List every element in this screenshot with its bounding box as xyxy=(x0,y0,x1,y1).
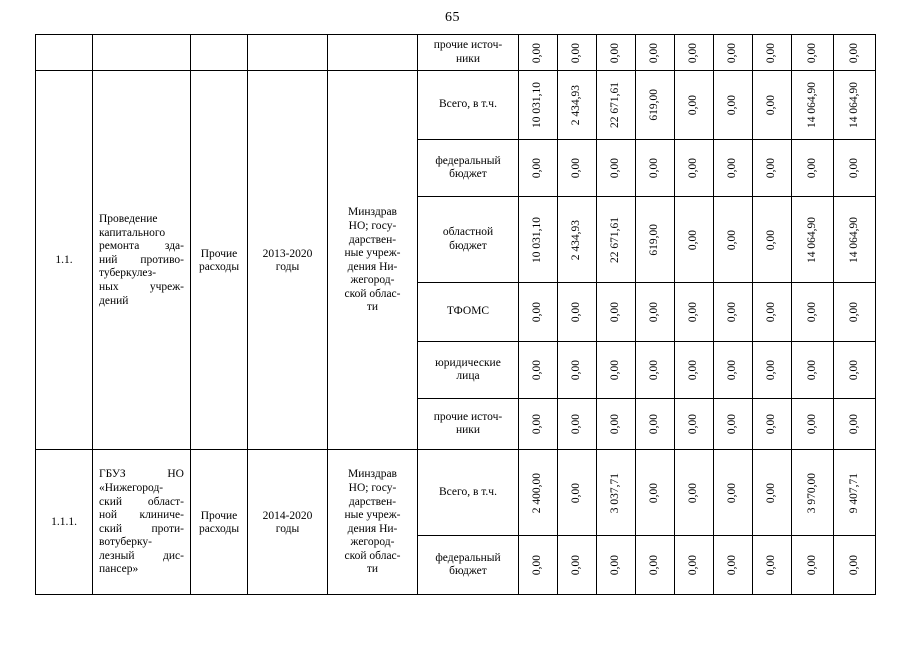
row-name-cell xyxy=(93,71,191,450)
value-cell: 0,00 xyxy=(519,399,558,450)
value-cell: 0,00 xyxy=(834,140,876,197)
value-cell: 0,00 xyxy=(597,140,636,197)
value-cell: 0,00 xyxy=(675,35,714,71)
row-years-cell xyxy=(248,71,328,450)
value-cell: 14 064,90 xyxy=(834,71,876,140)
source-label-cell: Всего, в т.ч. xyxy=(418,450,519,536)
row-type-cell xyxy=(191,35,248,71)
value-cell: 0,00 xyxy=(597,283,636,342)
value-cell: 22 671,61 xyxy=(597,71,636,140)
value-cell: 0,00 xyxy=(519,140,558,197)
budget-table xyxy=(35,34,876,595)
table-body xyxy=(36,35,876,595)
value-cell: 14 064,90 xyxy=(792,71,834,140)
value-cell: 0,00 xyxy=(714,197,753,283)
value-cell: 0,00 xyxy=(597,342,636,399)
value-cell: 0,00 xyxy=(675,450,714,536)
value-cell: 0,00 xyxy=(714,450,753,536)
row-executor-cell xyxy=(328,35,418,71)
row-years: 2014-2020 годы xyxy=(262,509,313,536)
value-cell: 0,00 xyxy=(753,283,792,342)
value-cell: 0,00 xyxy=(753,450,792,536)
value-cell: 0,00 xyxy=(675,342,714,399)
table-row xyxy=(36,35,876,71)
value-cell: 0,00 xyxy=(753,342,792,399)
value-cell: 0,00 xyxy=(753,399,792,450)
value-cell: 0,00 xyxy=(558,399,597,450)
value-cell: 0,00 xyxy=(558,35,597,71)
value-cell: 0,00 xyxy=(636,140,675,197)
value-cell: 10 031,10 xyxy=(519,71,558,140)
source-label-cell: прочие источ- ники xyxy=(418,399,519,450)
value-cell: 0,00 xyxy=(753,71,792,140)
value-cell: 2 400,00 xyxy=(519,450,558,536)
value-cell: 0,00 xyxy=(519,35,558,71)
row-number-cell xyxy=(36,35,93,71)
value-cell: 0,00 xyxy=(636,399,675,450)
value-cell: 2 434,93 xyxy=(558,197,597,283)
value-cell: 0,00 xyxy=(834,283,876,342)
value-cell: 0,00 xyxy=(675,71,714,140)
value-cell: 0,00 xyxy=(834,536,876,595)
value-cell: 3 970,00 xyxy=(792,450,834,536)
value-cell: 22 671,61 xyxy=(597,197,636,283)
value-cell: 0,00 xyxy=(675,536,714,595)
value-cell: 0,00 xyxy=(519,536,558,595)
value-cell: 0,00 xyxy=(714,35,753,71)
value-cell: 0,00 xyxy=(558,283,597,342)
row-executor: Минздрав НО; госу- дарствен- ные учреж- дения Ни- жегород- ской облас- ти xyxy=(344,206,401,314)
value-cell: 0,00 xyxy=(714,140,753,197)
value-cell: 9 407,71 xyxy=(834,450,876,536)
value-cell: 0,00 xyxy=(636,450,675,536)
value-cell: 619,00 xyxy=(636,197,675,283)
value-cell: 0,00 xyxy=(714,399,753,450)
value-cell: 0,00 xyxy=(675,399,714,450)
value-cell: 0,00 xyxy=(558,536,597,595)
value-cell: 0,00 xyxy=(597,35,636,71)
value-cell: 0,00 xyxy=(714,342,753,399)
value-cell: 0,00 xyxy=(792,399,834,450)
value-cell: 0,00 xyxy=(558,140,597,197)
value-cell: 0,00 xyxy=(714,71,753,140)
value-cell: 3 037,71 xyxy=(597,450,636,536)
value-cell: 0,00 xyxy=(636,283,675,342)
source-label-cell: юридические лица xyxy=(418,342,519,399)
value-cell: 619,00 xyxy=(636,71,675,140)
row-years-cell xyxy=(248,450,328,595)
value-cell: 0,00 xyxy=(636,536,675,595)
value-cell: 0,00 xyxy=(675,197,714,283)
source-label-cell: Всего, в т.ч. xyxy=(418,71,519,140)
row-type-cell xyxy=(191,71,248,450)
value-cell: 0,00 xyxy=(519,283,558,342)
value-cell: 0,00 xyxy=(597,399,636,450)
value-cell: 0,00 xyxy=(792,283,834,342)
source-label-cell: областной бюджет xyxy=(418,197,519,283)
value-cell: 0,00 xyxy=(834,35,876,71)
value-cell: 14 064,90 xyxy=(834,197,876,283)
value-cell: 0,00 xyxy=(753,197,792,283)
value-cell: 10 031,10 xyxy=(519,197,558,283)
value-cell: 0,00 xyxy=(753,35,792,71)
row-executor-cell xyxy=(328,71,418,450)
row-number-cell xyxy=(36,450,93,595)
value-cell: 0,00 xyxy=(597,536,636,595)
value-cell: 0,00 xyxy=(753,140,792,197)
value-cell: 0,00 xyxy=(636,342,675,399)
row-name-cell xyxy=(93,450,191,595)
value-cell: 0,00 xyxy=(558,450,597,536)
row-type: Прочие расходы xyxy=(198,509,240,536)
row-years-cell xyxy=(248,35,328,71)
value-cell: 0,00 xyxy=(558,342,597,399)
value-cell: 0,00 xyxy=(834,399,876,450)
source-label-cell: ТФОМС xyxy=(418,283,519,342)
row-number-cell xyxy=(36,71,93,450)
page-number: 65 xyxy=(445,10,460,25)
source-label-cell: прочие источ- ники xyxy=(418,35,519,71)
row-name: ГБУЗ НО «Нижегород- ский област- ной клиниче- ский проти- вотуберку- лезный дис- пансер» xyxy=(99,468,184,576)
value-cell: 0,00 xyxy=(792,536,834,595)
row-executor-cell xyxy=(328,450,418,595)
row-years: 2013-2020 годы xyxy=(262,247,313,274)
row-executor: Минздрав НО; госу- дарствен- ные учреж- дения Ни- жегород- ской облас- ти xyxy=(344,468,401,576)
source-label-cell: федеральный бюджет xyxy=(418,536,519,595)
value-cell: 0,00 xyxy=(792,140,834,197)
value-cell: 0,00 xyxy=(834,342,876,399)
document-page xyxy=(0,10,905,650)
row-name-cell xyxy=(93,35,191,71)
row-type: Прочие расходы xyxy=(198,247,240,274)
value-cell: 0,00 xyxy=(792,35,834,71)
value-cell: 0,00 xyxy=(792,342,834,399)
table-row xyxy=(36,71,876,140)
row-type-cell xyxy=(191,450,248,595)
value-cell: 0,00 xyxy=(519,342,558,399)
source-label-cell: федеральный бюджет xyxy=(418,140,519,197)
value-cell: 0,00 xyxy=(714,536,753,595)
value-cell: 0,00 xyxy=(753,536,792,595)
value-cell: 0,00 xyxy=(675,140,714,197)
value-cell: 0,00 xyxy=(675,283,714,342)
row-number: 1.1. xyxy=(55,254,73,267)
value-cell: 0,00 xyxy=(714,283,753,342)
value-cell: 14 064,90 xyxy=(792,197,834,283)
table-row xyxy=(36,450,876,536)
value-cell: 0,00 xyxy=(636,35,675,71)
row-name: Проведение капитального ремонта зда- ний противо- туберкулез- ных учреж- дений xyxy=(99,213,184,307)
row-number: 1.1.1. xyxy=(51,516,77,529)
value-cell: 2 434,93 xyxy=(558,71,597,140)
